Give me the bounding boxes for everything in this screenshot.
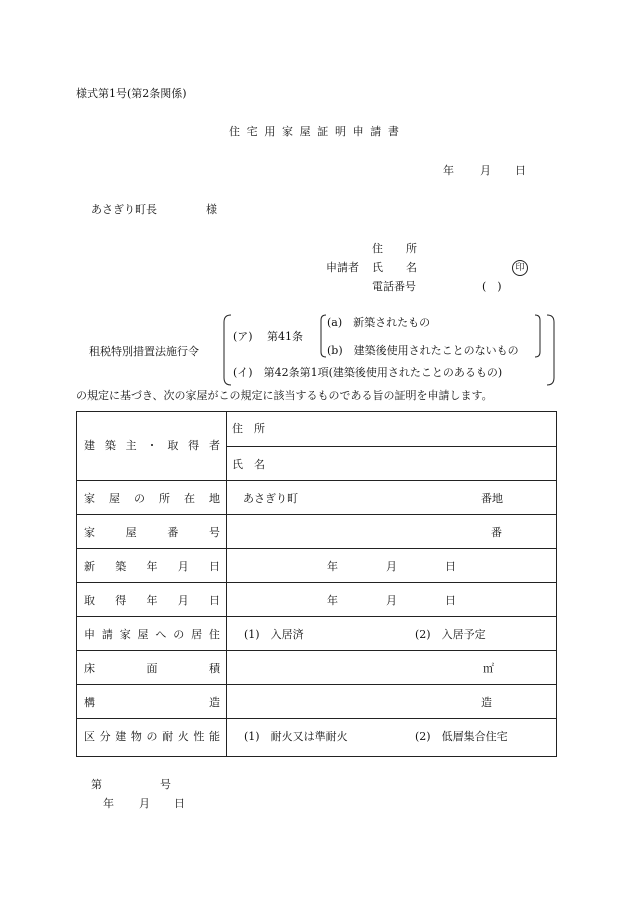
structure-label	[84, 697, 220, 708]
fire-resistance-label	[84, 731, 220, 742]
title-char: 屋	[299, 125, 311, 138]
label-char: へ	[155, 628, 167, 641]
fire-option-low-rise: (2) 低層集合住宅	[415, 730, 508, 743]
acquired-year: 年	[327, 594, 338, 607]
label-char: 能	[209, 730, 220, 743]
applicant-address-label-2: 所	[406, 242, 417, 255]
owner-label-char: 築	[104, 439, 116, 452]
label-char: 家	[119, 628, 131, 641]
built-year: 年	[327, 560, 338, 573]
law-a-item-unused: (b) 建築後使用されたことのないもの	[327, 344, 519, 357]
applicant-address-label-1: 住	[372, 242, 383, 255]
label-char: 構	[84, 696, 95, 709]
label-char: 家	[84, 526, 95, 539]
certificate-number-prefix: 第	[91, 778, 102, 791]
label-char: 申	[84, 628, 95, 641]
label-char: 分	[99, 730, 111, 743]
residence-option-planned: (2) 入居予定	[415, 628, 486, 641]
floor-area-label	[84, 663, 220, 674]
location-label	[84, 493, 220, 504]
title-char: 宅	[246, 125, 258, 138]
label-char: 所	[159, 492, 170, 505]
label-char: 月	[177, 594, 189, 607]
applicant-phone-paren: ( )	[482, 280, 502, 293]
label-char: 取	[84, 594, 95, 607]
table-row-floor-area	[76, 650, 557, 685]
label-char: 日	[209, 594, 220, 607]
house-number-label	[84, 527, 220, 538]
label-char: 在	[184, 492, 195, 505]
inner-left-bracket	[319, 314, 327, 358]
date-year: 年	[443, 164, 454, 177]
table-row-built-date	[76, 548, 557, 583]
title-char: 書	[387, 125, 399, 138]
table-row-fire-resistance	[76, 718, 557, 753]
date-day: 日	[515, 164, 526, 177]
certificate-number-suffix: 号	[160, 778, 171, 791]
title-char: 用	[264, 125, 276, 138]
form-number: 様式第1号(第2条関係)	[76, 87, 187, 100]
built-day: 日	[445, 560, 456, 573]
floor-area-unit: ㎡	[483, 662, 494, 675]
label-char: 建	[115, 730, 127, 743]
label-char: 得	[115, 594, 127, 607]
owner-label-char: ・	[146, 439, 158, 452]
label-char: 積	[209, 662, 220, 675]
built-date-label	[84, 561, 220, 572]
label-char: 家	[84, 492, 95, 505]
owner-address-label: 住 所	[232, 422, 265, 435]
label-char: 月	[177, 560, 189, 573]
title-char: 申	[352, 125, 364, 138]
table-row-structure	[76, 684, 557, 719]
title-char: 家	[281, 125, 293, 138]
certificate-month: 月	[139, 797, 150, 810]
certificate-year: 年	[103, 797, 114, 810]
outer-left-bracket	[222, 314, 232, 386]
fire-option-fireproof: (1) 耐火又は準耐火	[244, 730, 348, 743]
label-char: 面	[146, 662, 158, 675]
owner-label-char: 者	[208, 439, 220, 452]
owner-label-char: 取	[167, 439, 179, 452]
applicant-name-label-1: 氏	[372, 261, 383, 274]
label-char: 日	[209, 560, 220, 573]
acquired-day: 日	[445, 594, 456, 607]
label-char: の	[146, 730, 158, 743]
title-char: 証	[317, 125, 329, 138]
built-month: 月	[386, 560, 397, 573]
date-month: 月	[480, 164, 491, 177]
label-char: 請	[101, 628, 113, 641]
law-a-article: 第41条	[267, 330, 303, 343]
structure-suffix: 造	[481, 696, 492, 709]
label-char: 火	[177, 730, 189, 743]
title-char: 請	[370, 125, 382, 138]
applicant-phone-label: 電話番号	[372, 280, 416, 293]
owner-label-char: 主	[125, 439, 137, 452]
label-char: 新	[84, 560, 95, 573]
label-char: 耐	[162, 730, 174, 743]
label-char: 築	[115, 560, 127, 573]
label-char: 屋	[109, 492, 120, 505]
table-row-location	[76, 480, 557, 515]
location-town: あさぎり町	[243, 492, 298, 505]
residence-option-moved-in: (1) 入居済	[244, 628, 304, 641]
owner-name-label: 氏 名	[232, 458, 265, 471]
seal-mark: 印	[512, 260, 528, 276]
label-char: 物	[130, 730, 142, 743]
acquired-month: 月	[386, 594, 397, 607]
label-char: の	[173, 628, 185, 641]
law-i-line: (イ) 第42条第1項(建築後使用されたことのあるもの)	[233, 366, 503, 379]
label-char: 区	[84, 730, 95, 743]
label-char: の	[134, 492, 145, 505]
label-char: 番	[167, 526, 179, 539]
certificate-day: 日	[174, 797, 185, 810]
label-char: 屋	[125, 526, 137, 539]
owner-label	[84, 440, 220, 451]
applicant-role: 申請者	[326, 261, 359, 274]
addressee-name: あさぎり町長	[91, 203, 157, 216]
label-char: 号	[208, 526, 220, 539]
page-title	[229, 126, 399, 137]
owner-inner-divider	[227, 446, 556, 447]
label-char: 年	[146, 594, 158, 607]
label-char: 年	[146, 560, 158, 573]
label-char: 造	[209, 696, 220, 709]
outer-right-bracket	[546, 314, 556, 386]
application-statement: の規定に基づき、次の家屋がこの規定に該当するものである旨の証明を申請します。	[76, 389, 493, 402]
owner-label-char: 得	[188, 439, 200, 452]
label-char: 居	[191, 628, 203, 641]
location-suffix: 番地	[481, 492, 503, 505]
label-char: 性	[193, 730, 205, 743]
label-char: 屋	[137, 628, 149, 641]
law-a-mark: (ア)	[233, 330, 253, 343]
law-a-item-new: (a) 新築されたもの	[327, 316, 431, 329]
label-char: 住	[208, 628, 220, 641]
owner-label-char: 建	[84, 439, 95, 452]
law-act-name: 租税特別措置法施行令	[89, 345, 199, 358]
title-char: 明	[334, 125, 346, 138]
addressee-honorific: 様	[206, 203, 217, 216]
label-char: 床	[84, 662, 95, 675]
applicant-name-label-2: 名	[406, 261, 417, 274]
table-row-house-number	[76, 514, 557, 549]
table-row-acquired-date	[76, 582, 557, 617]
title-char: 住	[229, 125, 240, 138]
acquired-date-label	[84, 595, 220, 606]
inner-right-bracket	[534, 314, 542, 358]
table-row-residence	[76, 616, 557, 651]
residence-label	[84, 629, 220, 640]
label-char: 地	[209, 492, 220, 505]
house-number-suffix: 番	[491, 526, 502, 539]
